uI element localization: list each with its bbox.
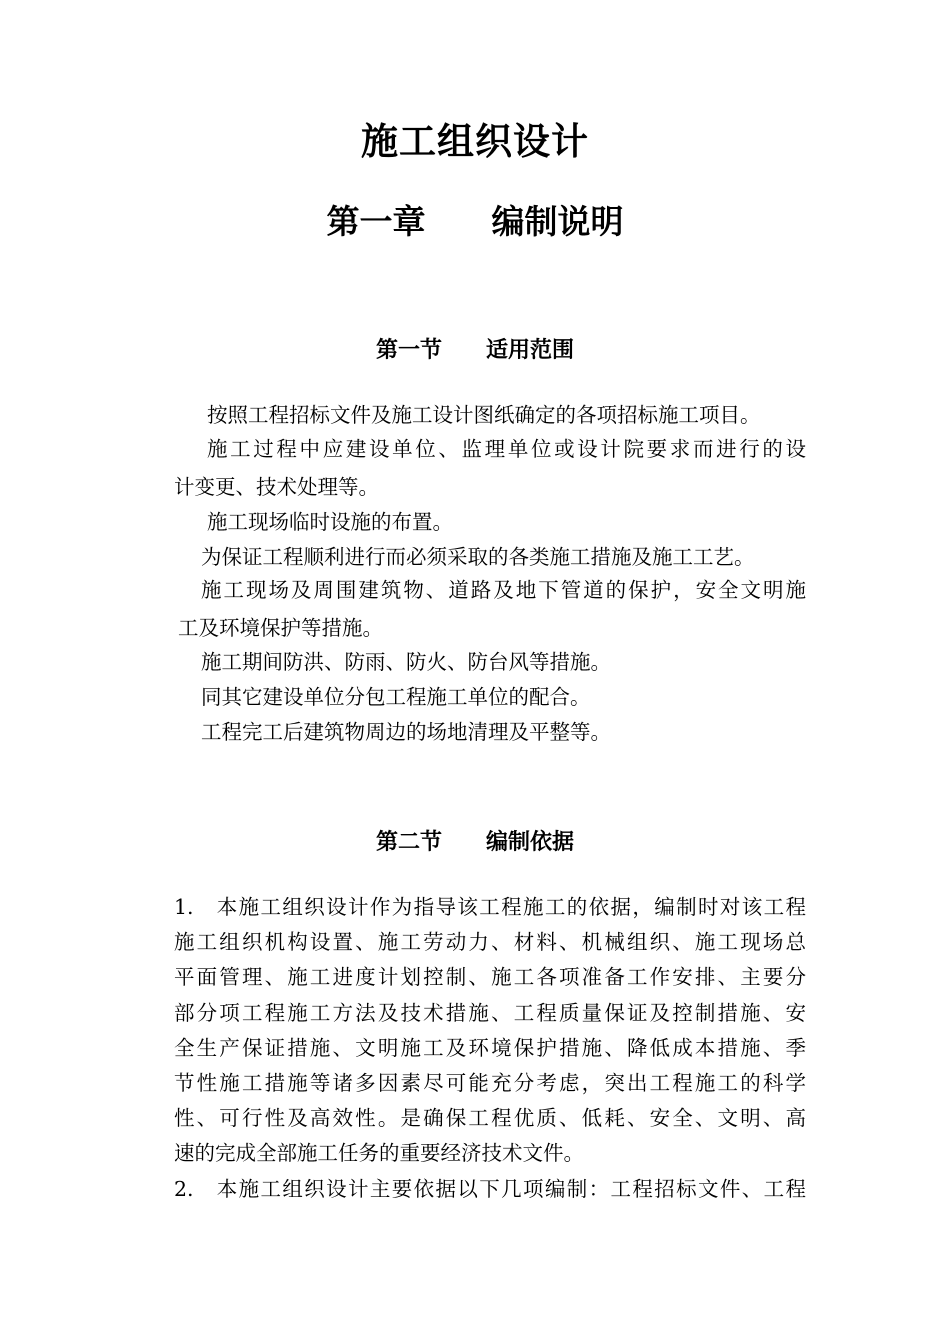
scope-line-4: 施工现场临时设施的布置。 (207, 510, 453, 534)
scope-paragraph-6 (201, 573, 806, 608)
scope-line-10: 工程完工后建筑物周边的场地清理及平整等。 (201, 720, 611, 744)
scope-line-9: 同其它建设单位分包工程施工单位的配合。 (201, 685, 591, 709)
basis-line-5: 全生产保证措施、文明施工及环境保护措施、降低成本措施、季 (174, 1035, 806, 1060)
basis-line-6: 节性施工措施等诸多因素尽可能充分考虑，突出工程施工的科学 (174, 1070, 806, 1095)
basis-line-2: 施工组织机构设置、施工劳动力、材料、机械组织、施工现场总 (174, 930, 806, 955)
basis-paragraph-1 (174, 890, 806, 1207)
basis-line-8: 速的完成全部施工任务的重要经济技术文件。 (174, 1141, 584, 1166)
scope-line-2: 施工过程中应建设单位、监理单位或设计院要求而进行的设 (207, 437, 806, 461)
basis-line-7: 性、可行性及高效性。是确保工程优质、低耗、安全、文明、高 (174, 1106, 806, 1131)
basis-line-1: 1. 本施工组织设计作为指导该工程施工的依据，编制时对该工程 (174, 895, 806, 919)
scope-line-3: 计变更、技术处理等。 (174, 475, 379, 499)
section-heading-scope: 第一节 适用范围 (375, 337, 574, 363)
scope-paragraph-2 (207, 432, 806, 467)
chapter-title: 第一章 编制说明 (326, 202, 624, 241)
document-title: 施工组织设计 (361, 119, 589, 163)
basis-line-4: 部分项工程施工方法及技术措施、工程质量保证及控制措施、安 (174, 1000, 806, 1025)
scope-line-1: 按照工程招标文件及施工设计图纸确定的各项招标施工项目。 (207, 403, 761, 427)
scope-line-8: 施工期间防洪、防雨、防火、防台风等措施。 (201, 650, 611, 674)
basis-line-9: 2. 本施工组织设计主要依据以下几项编制：工程招标文件、工程 (174, 1176, 806, 1201)
scope-line-5: 为保证工程顺利进行而必须采取的各类施工措施及施工工艺。 (201, 545, 755, 569)
basis-line-3: 平面管理、施工进度计划控制、施工各项准备工作安排、主要分 (174, 965, 806, 990)
section-heading-basis: 第二节 编制依据 (375, 829, 574, 855)
scope-line-6: 施工现场及周围建筑物、道路及地下管道的保护，安全文明施 (201, 578, 806, 602)
scope-line-7: 工及环境保护等措施。 (178, 616, 383, 640)
